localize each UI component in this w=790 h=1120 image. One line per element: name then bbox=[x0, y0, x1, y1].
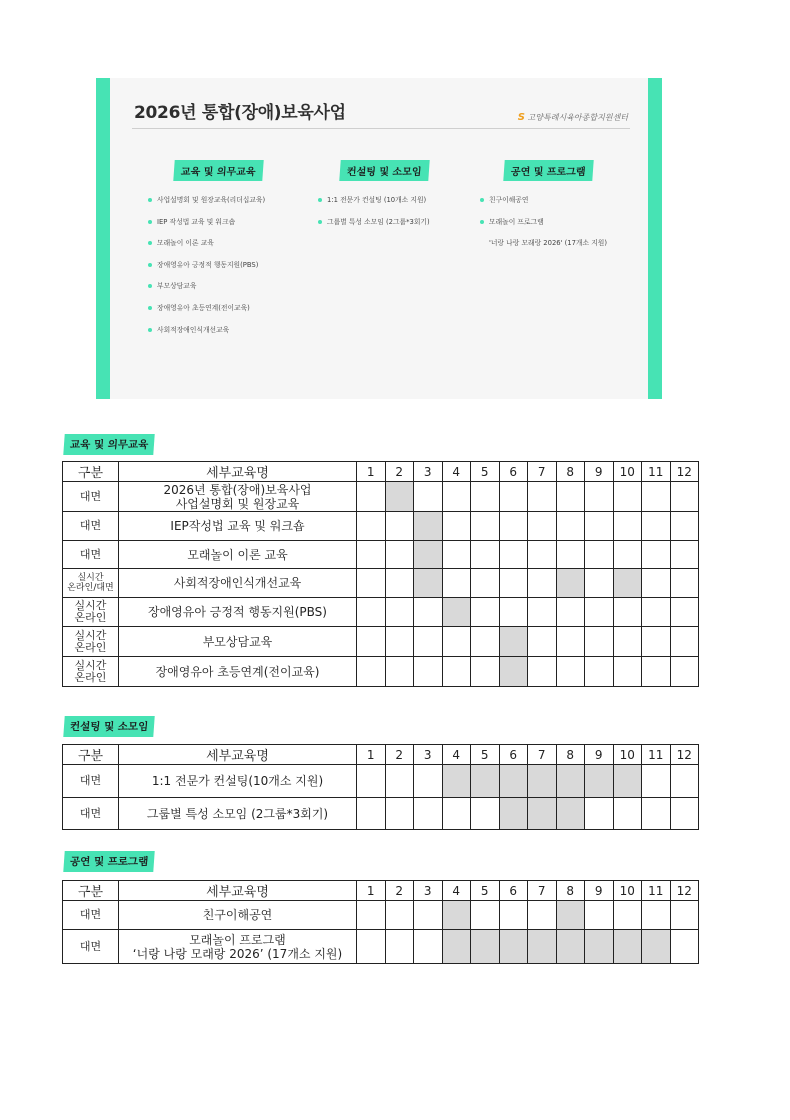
month-cell-8 bbox=[556, 569, 585, 598]
header-month-9: 9 bbox=[585, 881, 614, 901]
course-name bbox=[119, 930, 357, 964]
bullet-icon bbox=[148, 241, 152, 245]
month-cell-12 bbox=[670, 512, 699, 541]
month-cell-12 bbox=[670, 765, 699, 798]
month-cell-4 bbox=[442, 657, 471, 687]
course-name bbox=[119, 765, 357, 798]
list-item: 장애영유아 초등연계(전이교육) bbox=[148, 303, 265, 325]
table-row bbox=[63, 901, 699, 930]
course-name-line: 부모상담교육 bbox=[202, 634, 273, 649]
table-header-row bbox=[63, 745, 699, 765]
month-cell-10 bbox=[613, 798, 642, 830]
type-line: 온라인/대면 bbox=[67, 583, 114, 593]
month-cell-11 bbox=[642, 569, 671, 598]
table-header-row bbox=[63, 881, 699, 901]
banner-right-bar bbox=[648, 78, 662, 399]
course-name-line: 장애영유아 긍정적 행동지원(PBS) bbox=[148, 605, 327, 619]
course-name-line: 모래놀이 프로그램 bbox=[189, 932, 286, 947]
month-cell-3 bbox=[414, 765, 443, 798]
month-cell-3 bbox=[414, 657, 443, 687]
month-cell-7 bbox=[528, 657, 557, 687]
list-item: 부모상담교육 bbox=[148, 281, 265, 303]
delivery-type bbox=[63, 541, 119, 569]
table-row bbox=[63, 512, 699, 541]
table-row bbox=[63, 765, 699, 798]
month-cell-9 bbox=[585, 541, 614, 569]
section-label-education: 교육 및 의무교육 bbox=[63, 434, 155, 455]
month-cell-9 bbox=[585, 930, 614, 964]
month-cell-2 bbox=[385, 627, 414, 657]
month-cell-8 bbox=[556, 765, 585, 798]
list-item: 사업설명회 및 원장교육(리더십교육) bbox=[148, 195, 265, 217]
month-cell-6 bbox=[499, 598, 528, 627]
month-cell-2 bbox=[385, 930, 414, 964]
banner-title: 2026년 통합(장애)보육사업 bbox=[134, 103, 346, 123]
table-row bbox=[63, 482, 699, 512]
month-cell-4 bbox=[442, 901, 471, 930]
month-cell-4 bbox=[442, 765, 471, 798]
list-item: 모래놀이 프로그램 bbox=[480, 217, 607, 239]
header-month-6: 6 bbox=[499, 881, 528, 901]
header-month-7: 7 bbox=[528, 881, 557, 901]
month-cell-10 bbox=[613, 657, 642, 687]
course-name bbox=[119, 657, 357, 687]
month-cell-12 bbox=[670, 482, 699, 512]
course-name-line: 그룹별 특성 소모임 (2그룹*3회기) bbox=[146, 806, 329, 821]
course-name bbox=[119, 512, 357, 541]
month-cell-6 bbox=[499, 569, 528, 598]
month-cell-6 bbox=[499, 930, 528, 964]
month-cell-4 bbox=[442, 541, 471, 569]
header-month-12: 12 bbox=[670, 462, 699, 482]
header-month-4: 4 bbox=[442, 881, 471, 901]
course-name-line: 친구이해공연 bbox=[202, 908, 273, 922]
banner-divider bbox=[132, 128, 630, 129]
header-month-4: 4 bbox=[442, 745, 471, 765]
header-month-11: 11 bbox=[642, 462, 671, 482]
type-line: 대면 bbox=[79, 774, 102, 787]
header-course-name: 세부교육명 bbox=[119, 462, 357, 482]
month-cell-9 bbox=[585, 598, 614, 627]
month-cell-2 bbox=[385, 482, 414, 512]
month-cell-2 bbox=[385, 512, 414, 541]
header-month-10: 10 bbox=[613, 745, 642, 765]
delivery-type bbox=[63, 627, 119, 657]
bullet-icon bbox=[148, 328, 152, 332]
header-month-8: 8 bbox=[556, 881, 585, 901]
course-name-line: 모래놀이 이론 교육 bbox=[187, 547, 288, 562]
delivery-type bbox=[63, 930, 119, 964]
course-name-line: 1:1 전문가 컨설팅(10개소 지원) bbox=[151, 774, 324, 788]
month-cell-11 bbox=[642, 657, 671, 687]
month-cell-8 bbox=[556, 657, 585, 687]
month-cell-5 bbox=[471, 482, 500, 512]
type-line: 실시간 bbox=[74, 658, 107, 672]
month-cell-9 bbox=[585, 569, 614, 598]
month-cell-5 bbox=[471, 657, 500, 687]
month-cell-6 bbox=[499, 765, 528, 798]
delivery-type bbox=[63, 765, 119, 798]
header-month-10: 10 bbox=[613, 462, 642, 482]
month-cell-8 bbox=[556, 930, 585, 964]
table-header-row bbox=[63, 462, 699, 482]
month-cell-10 bbox=[613, 482, 642, 512]
month-cell-6 bbox=[499, 901, 528, 930]
delivery-type bbox=[63, 598, 119, 627]
month-cell-5 bbox=[471, 930, 500, 964]
month-cell-8 bbox=[556, 798, 585, 830]
month-cell-7 bbox=[528, 930, 557, 964]
header-month-6: 6 bbox=[499, 462, 528, 482]
header-month-3: 3 bbox=[414, 745, 443, 765]
delivery-type bbox=[63, 798, 119, 830]
month-cell-3 bbox=[414, 512, 443, 541]
month-cell-5 bbox=[471, 627, 500, 657]
month-cell-10 bbox=[613, 569, 642, 598]
bullet-icon bbox=[148, 284, 152, 288]
table-row bbox=[63, 627, 699, 657]
month-cell-11 bbox=[642, 541, 671, 569]
header-month-9: 9 bbox=[585, 462, 614, 482]
month-cell-3 bbox=[414, 798, 443, 830]
month-cell-1 bbox=[357, 765, 386, 798]
month-cell-8 bbox=[556, 901, 585, 930]
month-cell-9 bbox=[585, 482, 614, 512]
delivery-type bbox=[63, 901, 119, 930]
course-name bbox=[119, 569, 357, 598]
type-line: 온라인 bbox=[74, 611, 107, 624]
header-month-5: 5 bbox=[471, 745, 500, 765]
course-name-line: 사회적장애인식개선교육 bbox=[173, 576, 302, 590]
type-line: 실시간 bbox=[74, 599, 107, 612]
month-cell-8 bbox=[556, 598, 585, 627]
list-item: 장애영유아 긍정적 행동지원(PBS) bbox=[148, 260, 265, 282]
delivery-type bbox=[63, 482, 119, 512]
type-line: 대면 bbox=[79, 519, 102, 532]
list-item: 그룹별 특성 소모임 (2그룹*3회기) bbox=[318, 217, 430, 239]
month-cell-3 bbox=[414, 901, 443, 930]
table-row bbox=[63, 798, 699, 830]
month-cell-6 bbox=[499, 627, 528, 657]
month-cell-6 bbox=[499, 657, 528, 687]
header-month-9: 9 bbox=[585, 745, 614, 765]
month-cell-1 bbox=[357, 901, 386, 930]
month-cell-7 bbox=[528, 765, 557, 798]
month-cell-2 bbox=[385, 798, 414, 830]
month-cell-12 bbox=[670, 930, 699, 964]
month-cell-8 bbox=[556, 541, 585, 569]
month-cell-1 bbox=[357, 798, 386, 830]
month-cell-10 bbox=[613, 598, 642, 627]
month-cell-8 bbox=[556, 512, 585, 541]
month-cell-10 bbox=[613, 765, 642, 798]
month-cell-8 bbox=[556, 482, 585, 512]
month-cell-1 bbox=[357, 930, 386, 964]
header-month-12: 12 bbox=[670, 745, 699, 765]
type-line: 대면 bbox=[79, 547, 102, 561]
header-month-3: 3 bbox=[414, 881, 443, 901]
type-line: 대면 bbox=[79, 908, 102, 921]
month-cell-9 bbox=[585, 901, 614, 930]
column-heading: 공연 및 프로그램 bbox=[503, 160, 593, 181]
header-month-8: 8 bbox=[556, 462, 585, 482]
month-cell-4 bbox=[442, 798, 471, 830]
month-cell-9 bbox=[585, 627, 614, 657]
month-cell-6 bbox=[499, 541, 528, 569]
month-cell-3 bbox=[414, 569, 443, 598]
course-name bbox=[119, 598, 357, 627]
month-cell-11 bbox=[642, 901, 671, 930]
month-cell-7 bbox=[528, 901, 557, 930]
section-label-consulting: 컨설팅 및 소모임 bbox=[63, 716, 155, 737]
month-cell-7 bbox=[528, 798, 557, 830]
header-type: 구분 bbox=[63, 462, 119, 482]
month-cell-5 bbox=[471, 598, 500, 627]
month-cell-1 bbox=[357, 569, 386, 598]
month-cell-7 bbox=[528, 482, 557, 512]
month-cell-4 bbox=[442, 627, 471, 657]
course-name bbox=[119, 482, 357, 512]
month-cell-1 bbox=[357, 657, 386, 687]
month-cell-12 bbox=[670, 627, 699, 657]
list-item-sub: '너랑 나랑 모래랑 2026' (17개소 지원) bbox=[489, 239, 608, 248]
month-cell-7 bbox=[528, 569, 557, 598]
month-cell-1 bbox=[357, 541, 386, 569]
header-month-7: 7 bbox=[528, 462, 557, 482]
header-course-name: 세부교육명 bbox=[119, 745, 357, 765]
month-cell-6 bbox=[499, 512, 528, 541]
list-item: IEP 작성법 교육 및 워크숍 bbox=[148, 217, 265, 239]
month-cell-3 bbox=[414, 930, 443, 964]
month-cell-11 bbox=[642, 765, 671, 798]
month-cell-12 bbox=[670, 901, 699, 930]
header-month-5: 5 bbox=[471, 462, 500, 482]
month-cell-7 bbox=[528, 598, 557, 627]
month-cell-10 bbox=[613, 930, 642, 964]
type-line: 대면 bbox=[79, 489, 102, 503]
month-cell-10 bbox=[613, 901, 642, 930]
month-cell-9 bbox=[585, 798, 614, 830]
month-cell-9 bbox=[585, 657, 614, 687]
header-month-3: 3 bbox=[414, 462, 443, 482]
month-cell-6 bbox=[499, 798, 528, 830]
header-month-12: 12 bbox=[670, 881, 699, 901]
delivery-type bbox=[63, 512, 119, 541]
month-cell-5 bbox=[471, 765, 500, 798]
header-month-4: 4 bbox=[442, 462, 471, 482]
table-row bbox=[63, 598, 699, 627]
list-item: 사회적장애인식개선교육 bbox=[148, 325, 265, 347]
header-month-1: 1 bbox=[357, 745, 386, 765]
month-cell-8 bbox=[556, 627, 585, 657]
program-banner bbox=[96, 78, 662, 399]
month-cell-1 bbox=[357, 627, 386, 657]
type-line: 대면 bbox=[79, 806, 102, 820]
header-month-2: 2 bbox=[385, 881, 414, 901]
table-row bbox=[63, 569, 699, 598]
month-cell-10 bbox=[613, 512, 642, 541]
month-cell-9 bbox=[585, 765, 614, 798]
course-name bbox=[119, 627, 357, 657]
course-name-line: 사업설명회 및 원장교육 bbox=[175, 496, 300, 511]
month-cell-7 bbox=[528, 512, 557, 541]
month-cell-3 bbox=[414, 627, 443, 657]
month-cell-11 bbox=[642, 627, 671, 657]
list-item: 모래놀이 이론 교육 bbox=[148, 238, 265, 260]
bullet-icon bbox=[480, 220, 484, 224]
type-line: 대면 bbox=[79, 939, 102, 953]
month-cell-3 bbox=[414, 541, 443, 569]
month-cell-11 bbox=[642, 512, 671, 541]
month-cell-7 bbox=[528, 627, 557, 657]
month-cell-12 bbox=[670, 798, 699, 830]
table-row bbox=[63, 930, 699, 964]
banner-left-bar bbox=[96, 78, 110, 399]
delivery-type bbox=[63, 569, 119, 598]
logo-text: 고양특례시육아종합지원센터 bbox=[527, 113, 628, 122]
header-month-8: 8 bbox=[556, 745, 585, 765]
course-name-line: 2026년 통합(장애)보육사업 bbox=[163, 482, 312, 497]
month-cell-12 bbox=[670, 657, 699, 687]
month-cell-4 bbox=[442, 930, 471, 964]
bullet-icon bbox=[148, 220, 152, 224]
list-item: 친구이해공연 bbox=[480, 195, 607, 217]
month-cell-5 bbox=[471, 569, 500, 598]
course-name-line: IEP작성법 교육 및 워크숍 bbox=[170, 519, 305, 533]
center-logo: S 고양특례시육아종합지원센터 bbox=[517, 112, 628, 123]
schedule-table-consulting bbox=[62, 744, 699, 830]
bullet-icon bbox=[318, 198, 322, 202]
course-name bbox=[119, 901, 357, 930]
list-item: 1:1 전문가 컨설팅 (10개소 지원) bbox=[318, 195, 430, 217]
type-line: 온라인 bbox=[74, 640, 107, 654]
month-cell-1 bbox=[357, 512, 386, 541]
month-cell-1 bbox=[357, 598, 386, 627]
month-cell-1 bbox=[357, 482, 386, 512]
bullet-icon bbox=[148, 306, 152, 310]
month-cell-12 bbox=[670, 598, 699, 627]
month-cell-11 bbox=[642, 930, 671, 964]
month-cell-2 bbox=[385, 657, 414, 687]
delivery-type bbox=[63, 657, 119, 687]
banner-column-consulting bbox=[318, 160, 430, 238]
month-cell-11 bbox=[642, 598, 671, 627]
section-label-performance: 공연 및 프로그램 bbox=[63, 851, 155, 872]
column-heading: 교육 및 의무교육 bbox=[173, 160, 263, 181]
header-month-7: 7 bbox=[528, 745, 557, 765]
course-name-line: ‘너랑 나랑 모래랑 2026’ (17개소 지원) bbox=[132, 946, 343, 961]
month-cell-11 bbox=[642, 798, 671, 830]
header-month-11: 11 bbox=[642, 881, 671, 901]
banner-column-education bbox=[148, 160, 265, 346]
bullet-icon bbox=[480, 198, 484, 202]
header-month-1: 1 bbox=[357, 881, 386, 901]
header-month-6: 6 bbox=[499, 745, 528, 765]
month-cell-10 bbox=[613, 627, 642, 657]
header-month-5: 5 bbox=[471, 881, 500, 901]
month-cell-11 bbox=[642, 482, 671, 512]
course-name-line: 장애영유아 초등연계(전이교육) bbox=[155, 664, 320, 679]
month-cell-9 bbox=[585, 512, 614, 541]
month-cell-4 bbox=[442, 482, 471, 512]
header-type: 구분 bbox=[63, 745, 119, 765]
type-line: 실시간 bbox=[74, 628, 107, 642]
month-cell-5 bbox=[471, 512, 500, 541]
month-cell-2 bbox=[385, 765, 414, 798]
month-cell-10 bbox=[613, 541, 642, 569]
bullet-icon bbox=[148, 263, 152, 267]
column-heading: 컨설팅 및 소모임 bbox=[339, 160, 429, 181]
month-cell-4 bbox=[442, 598, 471, 627]
month-cell-12 bbox=[670, 541, 699, 569]
month-cell-3 bbox=[414, 598, 443, 627]
month-cell-2 bbox=[385, 901, 414, 930]
month-cell-7 bbox=[528, 541, 557, 569]
header-month-2: 2 bbox=[385, 462, 414, 482]
month-cell-4 bbox=[442, 569, 471, 598]
month-cell-3 bbox=[414, 482, 443, 512]
month-cell-5 bbox=[471, 541, 500, 569]
course-name bbox=[119, 541, 357, 569]
type-line: 온라인 bbox=[74, 670, 107, 684]
header-month-1: 1 bbox=[357, 462, 386, 482]
header-month-10: 10 bbox=[613, 881, 642, 901]
banner-column-performance bbox=[480, 160, 607, 260]
month-cell-6 bbox=[499, 482, 528, 512]
month-cell-5 bbox=[471, 798, 500, 830]
header-type: 구분 bbox=[63, 881, 119, 901]
header-month-11: 11 bbox=[642, 745, 671, 765]
course-name bbox=[119, 798, 357, 830]
month-cell-2 bbox=[385, 598, 414, 627]
month-cell-4 bbox=[442, 512, 471, 541]
schedule-table-education bbox=[62, 461, 699, 687]
header-month-2: 2 bbox=[385, 745, 414, 765]
type-line: 실시간 bbox=[77, 573, 104, 583]
month-cell-2 bbox=[385, 541, 414, 569]
bullet-icon bbox=[318, 220, 322, 224]
month-cell-5 bbox=[471, 901, 500, 930]
schedule-table-performance bbox=[62, 880, 699, 964]
bullet-icon bbox=[148, 198, 152, 202]
table-row bbox=[63, 541, 699, 569]
table-row bbox=[63, 657, 699, 687]
month-cell-2 bbox=[385, 569, 414, 598]
header-course-name: 세부교육명 bbox=[119, 881, 357, 901]
month-cell-12 bbox=[670, 569, 699, 598]
